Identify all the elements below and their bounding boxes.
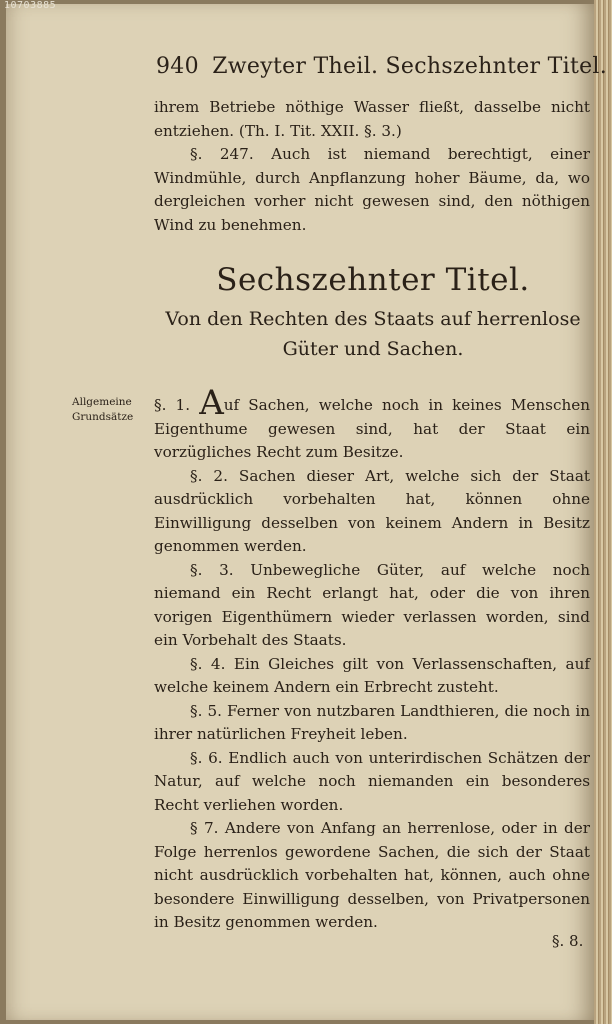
section-2: §. 2. Sachen dieser Art, welche sich der Staat ausdrücklich vorbehalten hat, können ohne Einwilligung desselben von keinem Andern in Besitz genommen werden. <box>154 466 590 555</box>
paragraph: ihrem Betriebe nöthige Wasser fließt, dasselbe nicht entziehen. (Th. I. Tit. XXII. §. 3.) <box>154 98 590 140</box>
drop-initial: A <box>199 383 224 423</box>
chapter-title <box>150 262 596 364</box>
chapter-heading: Sechszehnter Titel. <box>216 262 530 298</box>
section-1 <box>154 383 591 465</box>
chapter-subheading: Von den Rechten des Staats auf herrenlose Güter und Sachen. <box>165 308 581 360</box>
page-number: 940 <box>156 54 199 79</box>
section-5: §. 5. Ferner von nutzbaren Landthieren, die noch in ihrer natürlichen Freyheit leben. <box>154 701 590 743</box>
margin-note: Allgemeine Grundsätze <box>72 396 134 423</box>
page-edge <box>594 0 612 1024</box>
section-4: §. 4. Ein Gleiches gilt von Verlassenschaften, auf welche keinem Andern ein Erbrecht zusteht. <box>154 654 590 696</box>
running-title: Zweyter Theil. Sechszehnter Titel. <box>212 54 608 79</box>
section-6: §. 6. Endlich auch von unterirdischen Schätzen der Natur, auf welche noch niemanden ein besonderes Recht verliehen worden. <box>154 748 590 814</box>
section-1-text: uf Sachen, welche noch in keines Menschen Eigenthume gewesen sind, hat der Staat ein vorzügliches Recht zum Besitze. <box>154 396 591 461</box>
section-3: §. 3. Unbewegliche Güter, auf welche noch niemand ein Recht erlangt hat, oder die von ihren vorigen Eigenthümern wieder verlassen worden, sind ein Vorbehalt des Staats. <box>154 560 590 649</box>
preceding-text <box>154 96 590 237</box>
running-header <box>156 54 608 79</box>
paragraph: §. 247. Auch ist niemand berechtigt, einer Windmühle, durch Anpflanzung hoher Bäume, da, wo dergleichen vorher nicht gewesen sind, den nöthigen Wind zu benehmen. <box>154 145 590 234</box>
section-label: §. 1. <box>154 396 191 414</box>
section-text <box>154 383 591 935</box>
scan-id: 10703885 <box>4 0 57 11</box>
section-7: § 7. Andere von Anfang an herrenlose, oder in der Folge herrenlos gewordene Sachen, die sich der Staat nicht ausdrücklich vorbehalten hat, können, auch ohne besondere Einwilligung desselben, von Privatpersonen in Besitz genommen werden. <box>154 819 590 931</box>
catchword: §. 8. <box>552 932 584 950</box>
